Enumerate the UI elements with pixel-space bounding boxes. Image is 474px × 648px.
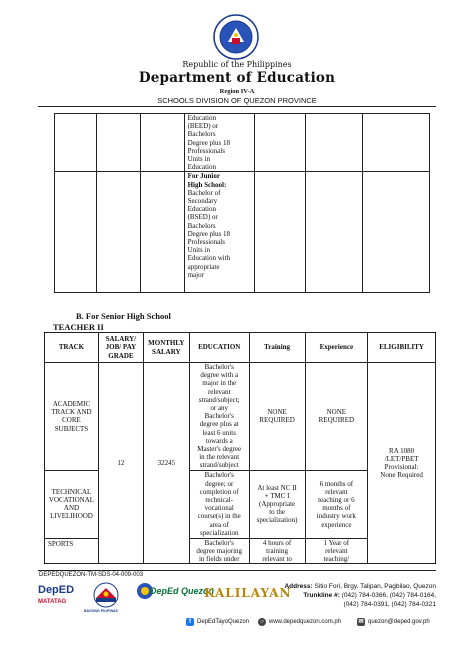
experience-cell: 1 Year of relevant teaching/	[305, 538, 368, 564]
section-title: B. For Senior High School	[76, 311, 171, 321]
deped-seal-logo	[213, 14, 259, 60]
education-cell: For Junior High School: Bachelor of Secondary Education (BSED) or Bachelors Degree plus 18 Professionals Units in Education with appropriate major	[184, 172, 254, 293]
matatag-logo: MATATAG	[38, 599, 67, 605]
header-row	[45, 333, 436, 363]
experience-cell: 6 months of relevant teaching or 6 months of industry work experience	[305, 470, 368, 538]
education-cell: Bachelor's degree with a major in the relevant strand/subject; or any Bachelor's degree plus at least 6 units towards a Master's degree in the relevant strand/subject	[189, 363, 249, 471]
track-cell: SPORTS	[45, 538, 99, 564]
experience-cell: NONE REQUIRED	[305, 363, 368, 471]
training-cell: At least NC II + TMC I (Appropriate to the specialization)	[249, 470, 305, 538]
training-cell: 4 hours of training relevant to	[249, 538, 305, 564]
continued-table	[54, 113, 430, 293]
table-row	[55, 172, 430, 293]
department-title: Department of Education	[138, 70, 336, 86]
mail-icon: ✉	[358, 619, 364, 625]
footer-logos	[38, 580, 292, 616]
republic-line: Republic of the Philippines	[182, 60, 292, 69]
senior-high-table	[44, 332, 436, 564]
education-cell: Bachelor's degree majoring in fields under	[189, 538, 249, 564]
footer-rule	[38, 570, 436, 571]
eligibility-header: ELIGIBILITY	[368, 333, 436, 363]
track-cell: ACADEMIC TRACK AND CORE SUBJECTS	[45, 363, 99, 471]
website-link[interactable]: ○ www.depedquezon.com.ph	[258, 618, 341, 626]
deped-logo: DepED	[38, 584, 75, 596]
salary-grade-header: SALARY/ JOB/ PAY GRADE	[98, 333, 143, 363]
facebook-link[interactable]: f DepEdTayoQuezon	[186, 618, 249, 626]
position-title: TEACHER II	[53, 322, 104, 332]
deped-quezon-logo: DepEd Quezon	[150, 586, 215, 596]
bagong-pilipinas-logo	[90, 582, 122, 608]
education-cell: Education (BEED) or Bachelors Degree plus 18 Professionals Units in Education	[184, 114, 254, 172]
footer-address: Address: Sitio Fori, Brgy. Talipan, Pagbilao, Quezon Trunkline #: (042) 784-0366, (042) 784-0164, (042) 784-0391, (042) 784-0321	[284, 583, 436, 608]
monthly-salary-cell: 32245	[143, 363, 189, 564]
salary-grade-cell: 12	[98, 363, 143, 564]
kalilayan-logo: KALILAYAN	[204, 586, 292, 600]
training-cell: NONE REQUIRED	[249, 363, 305, 471]
training-header: Training	[249, 333, 305, 363]
eligibility-cell: RA 1080 /LET/PBET Provisional: None Required	[368, 363, 436, 564]
email-link[interactable]: ✉ quezon@deped.gov.ph	[358, 619, 430, 625]
track-header: TRACK	[45, 333, 99, 363]
education-header: EDUCATION	[189, 333, 249, 363]
table-row	[45, 363, 436, 471]
education-cell: Bachelor's degree; or completion of technical- vocational course(s) in the area of specialization	[189, 470, 249, 538]
monthly-salary-header: MONTHLY SALARY	[143, 333, 189, 363]
bagong-pilipinas-label: BAGONG PILIPINAS	[84, 609, 118, 613]
table-row	[55, 114, 430, 172]
track-cell: TECHNICAL VOCATIONAL AND LIVELIHOOD	[45, 470, 99, 538]
facebook-icon: f	[186, 618, 194, 626]
region-line: Region IV-A	[219, 88, 255, 95]
document-code: DEPEDQUEZON-TM-SDS-04-009-003	[39, 572, 144, 578]
division-line: SCHOOLS DIVISION OF QUEZON PROVINCE	[157, 96, 317, 105]
header-rule	[38, 106, 436, 107]
experience-header: Experience	[305, 333, 368, 363]
globe-icon: ○	[258, 618, 266, 626]
